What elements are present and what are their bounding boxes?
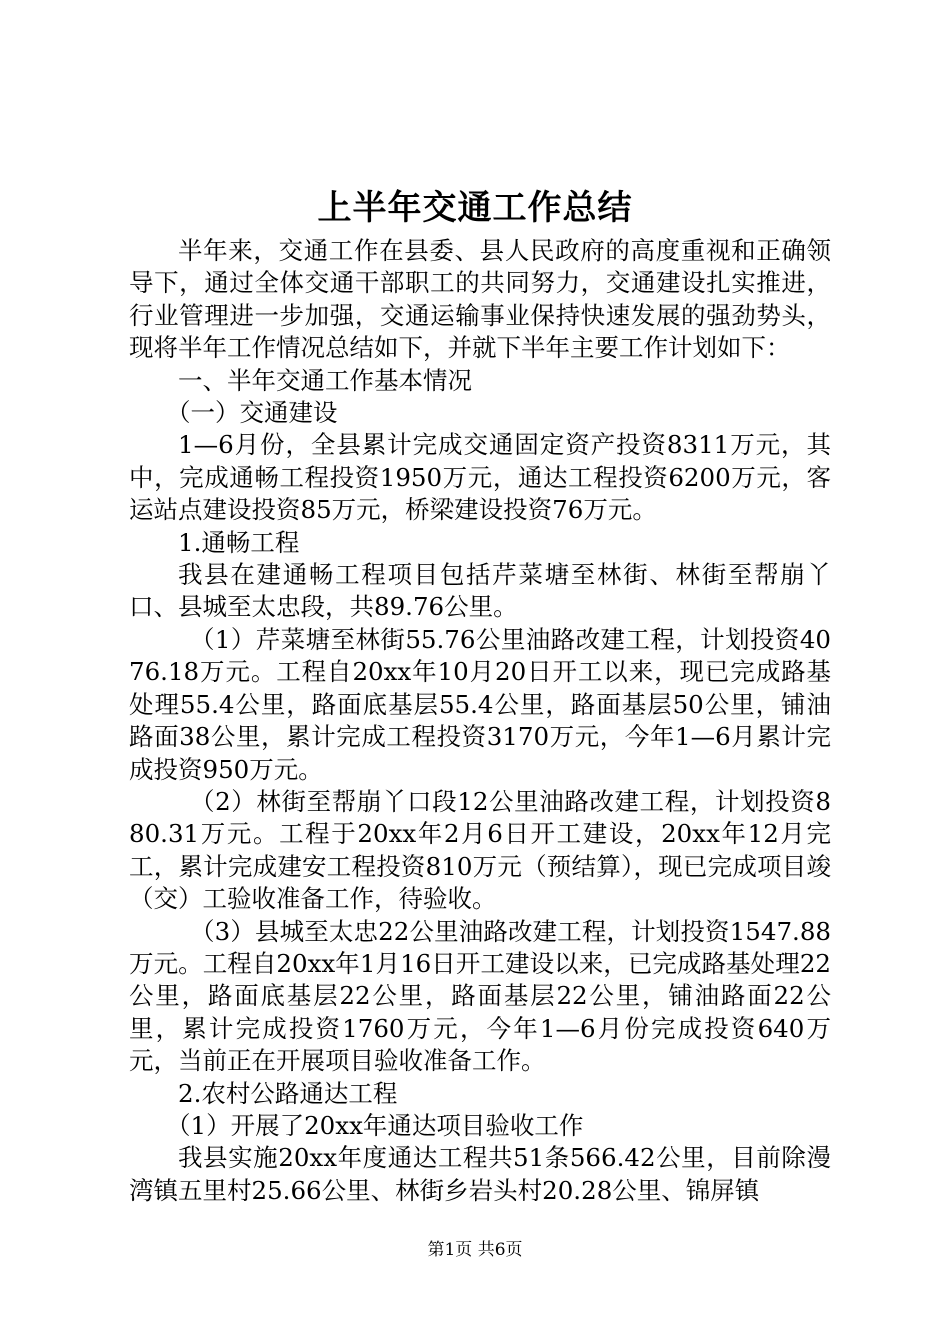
section-heading-1: 一、半年交通工作基本情况 xyxy=(178,365,472,395)
document-title: 上半年交通工作总结 xyxy=(317,188,633,228)
item-heading-1: 1.通畅工程 xyxy=(178,527,300,557)
sub-item-heading-1: （1）开展了20xx年通达项目验收工作 xyxy=(166,1110,584,1140)
subsection-heading-1: （一）交通建设 xyxy=(166,398,338,428)
paragraph-intro: 半年来，交通工作在县委、县人民政府的高度重视和正确领导下，通过全体交通干部职工的共同努力，交通建设扎实推进，行业管理进一步加强，交通运输事业保持快速发展的强劲势头，现将半年工作情况总结如下，并就下半年主要工作计划如下： xyxy=(129,236,831,363)
paragraph-acceptance: 我县实施20xx年度通达工程共51条566.42公里，目前除漫湾镇五里村25.66公里、林街乡岩头村20.28公里、锦屏镇 xyxy=(129,1143,831,1205)
document-body xyxy=(129,235,831,1207)
paragraph-project-1: （1）芹菜塘至林街55.76公里油路改建工程，计划投资4076.18万元。工程自20xx年10月20日开工以来，现已完成路基处理55.4公里，路面底基层55.4公里，路面基层50公里，铺油路面38公里，累计完成工程投资3170万元，今年1—6月累计完成投资950万元。 xyxy=(129,624,831,784)
page-footer: 第1页 共6页 xyxy=(427,1240,523,1260)
paragraph-projects: 我县在建通畅工程项目包括芹菜塘至林街、林街至帮崩丫口、县城至太忠段，共89.76公里。 xyxy=(129,560,831,622)
paragraph-project-2: （2）林街至帮崩丫口段12公里油路改建工程，计划投资880.31万元。工程于20xx年2月6日开工建设，20xx年12月完工，累计完成建安工程投资810万元（预结算），现已完成项目竣（交）工验收准备工作，待验收。 xyxy=(129,786,831,914)
paragraph-investment-summary: 1—6月份，全县累计完成交通固定资产投资8311万元，其中，完成通畅工程投资1950万元，通达工程投资6200万元，客运站点建设投资85万元，桥梁建设投资76万元。 xyxy=(129,430,831,525)
paragraph-project-3: （3）县城至太忠22公里油路改建工程，计划投资1547.88万元。工程自20xx年1月16日开工建设以来，已完成路基处理22公里，路面底基层22公里，路面基层22公里，铺油路面22公里，累计完成投资1760万元，今年1—6月份完成投资640万元，当前正在开展项目验收准备工作。 xyxy=(129,916,831,1076)
item-heading-2: 2.农村公路通达工程 xyxy=(178,1078,398,1108)
